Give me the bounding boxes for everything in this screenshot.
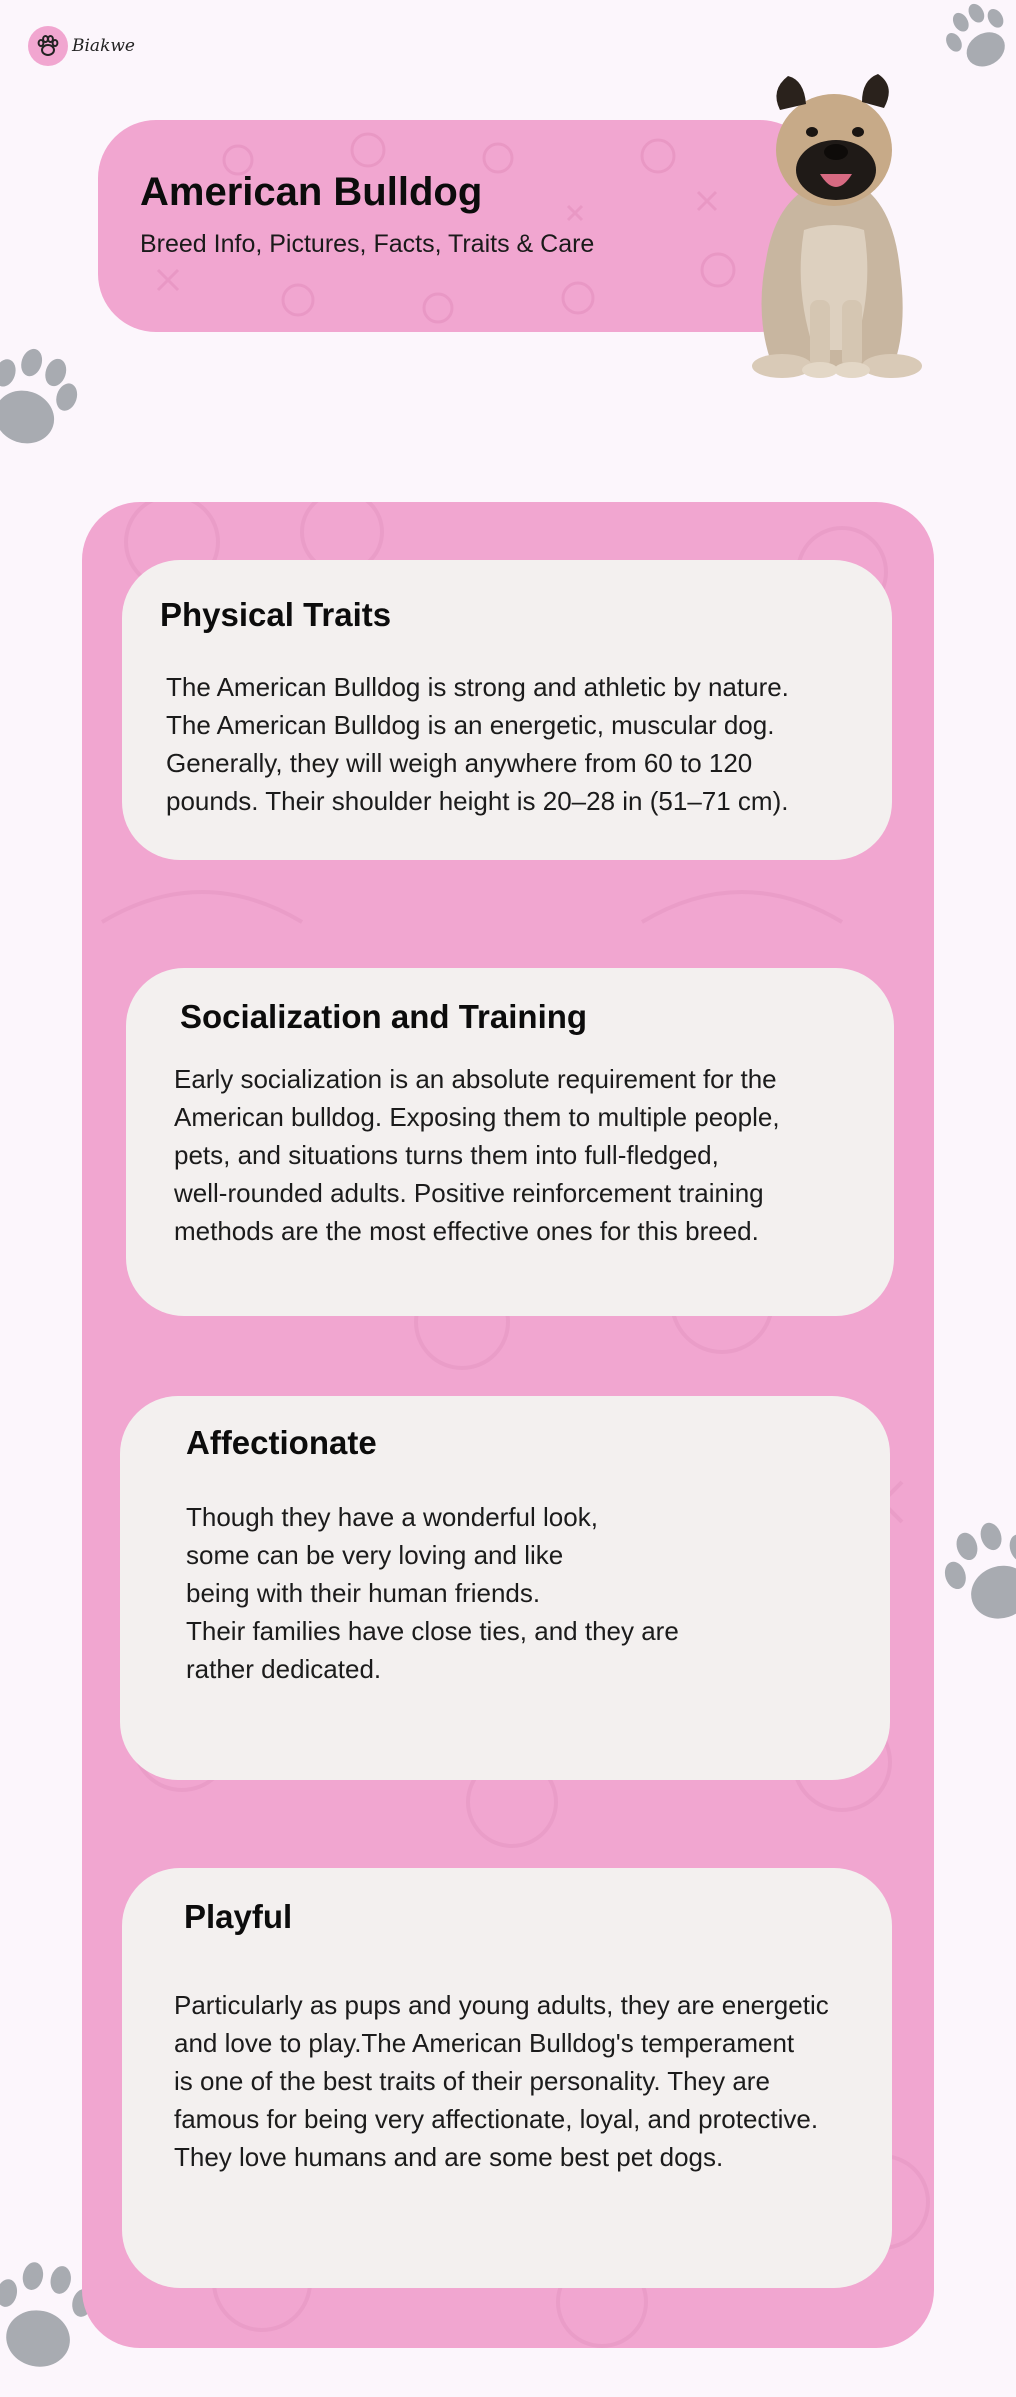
header-banner: [98, 120, 818, 332]
card-text: Early socialization is an absolute requirement for the American bulldog. Exposing them to multiple people, pets, and situations turns them into full-fledged, well-rounded adults. Positive reinforcement training methods are the most effective ones for this breed.: [174, 1064, 780, 1246]
paw-pattern-background: [98, 120, 818, 332]
card-title: Affectionate: [186, 1424, 377, 1461]
brand-logo[interactable]: [28, 26, 135, 66]
card-title: Socialization and Training: [180, 998, 588, 1035]
card-text: The American Bulldog is strong and athletic by nature. The American Bulldog is an energetic, muscular dog. Generally, they will weigh anywhere from 60 to 120 pounds. Their shoulder height is 20–28 in (51–71 cm).: [166, 672, 789, 816]
page-title: American Bulldog: [140, 170, 483, 214]
card-text: Though they have a wonderful look, some can be very loving and like being with their human friends. Their families have close ties, and they are rather dedicated.: [186, 1502, 679, 1684]
card-physical-traits: [122, 560, 892, 860]
paw-print-icon: [940, 0, 1016, 80]
card-playful: [122, 1868, 892, 2288]
page-subtitle: Breed Info, Pictures, Facts, Traits & Care: [140, 230, 595, 258]
paw-icon: [28, 26, 68, 66]
paw-print-icon: [944, 1510, 1016, 1650]
content-panel: [82, 502, 934, 2348]
card-socialization-training: [126, 968, 894, 1316]
brand-name: Biakwe: [72, 36, 135, 56]
card-title: Playful: [184, 1898, 293, 1935]
card-affectionate: [120, 1396, 890, 1780]
paw-print-icon: [0, 334, 86, 470]
dog-image: [724, 70, 924, 380]
card-title: Physical Traits: [160, 596, 392, 633]
card-text: Particularly as pups and young adults, they are energetic and love to play.The American Bulldog's temperament is one of the best traits of their personality. They are famous for being very affectionate, loyal, and protective. They love humans and are some best pet dogs.: [174, 1990, 829, 2172]
